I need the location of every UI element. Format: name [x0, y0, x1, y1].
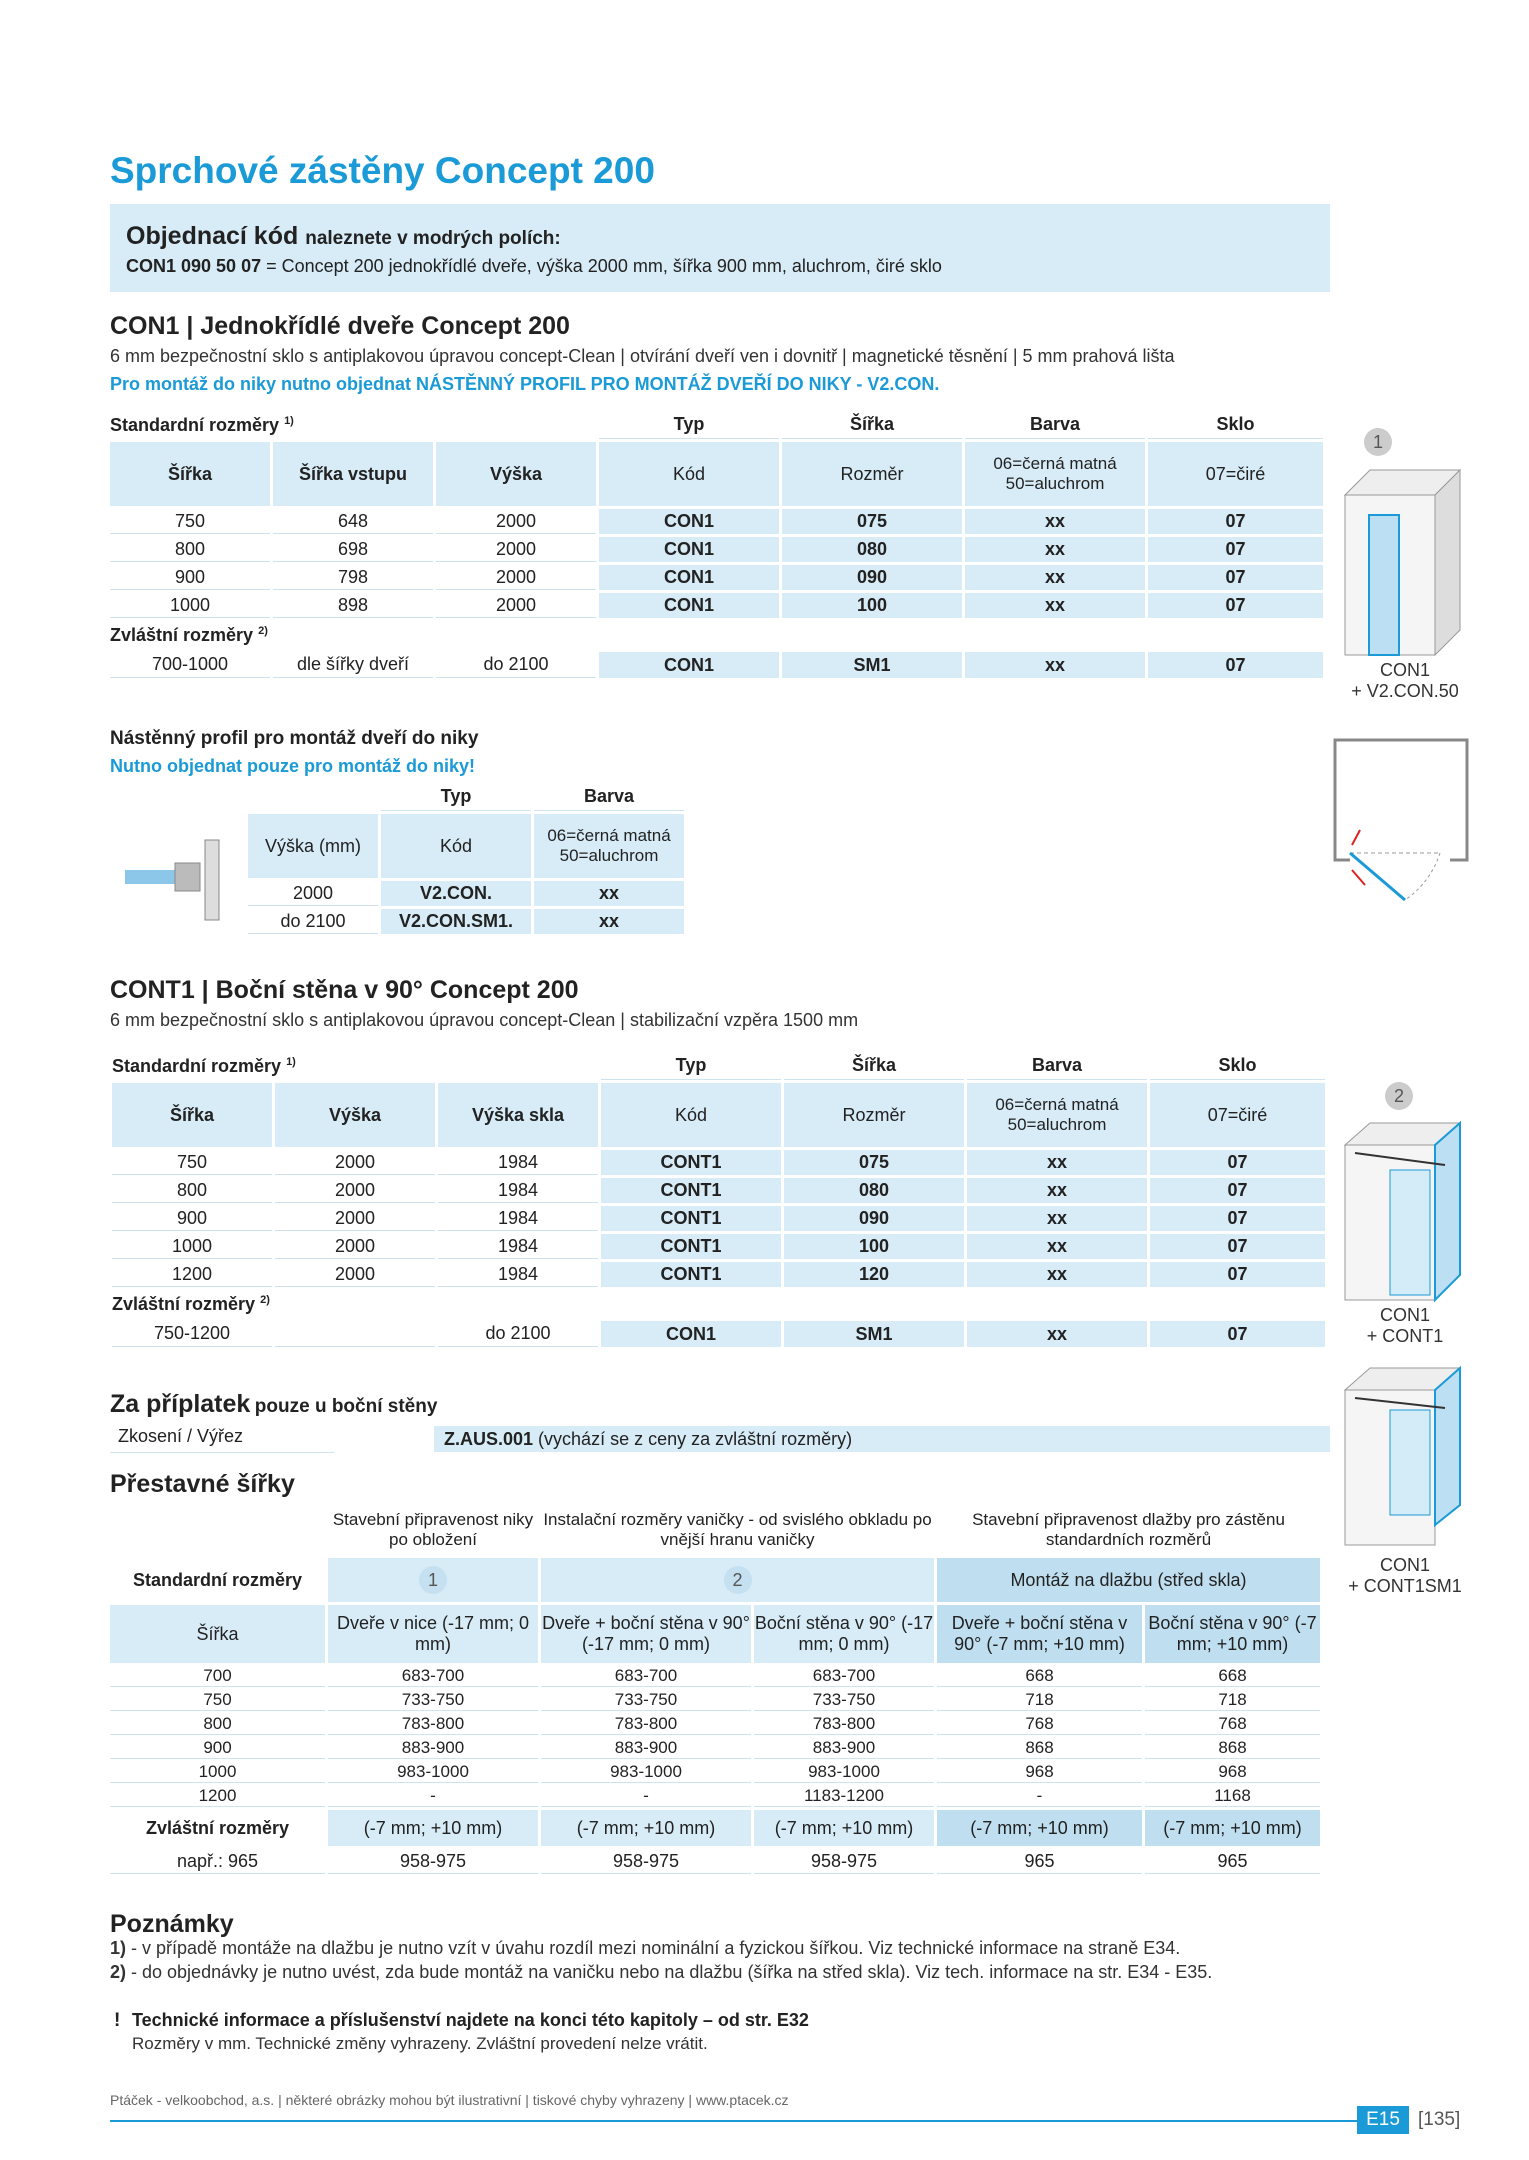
con1-table — [107, 408, 1326, 681]
table-row — [110, 509, 1323, 534]
table-cell: do 2100 — [248, 909, 378, 934]
con1-col-header: 06=černá matná 50=aluchrom — [965, 442, 1145, 506]
wp-col-header: 06=černá matná 50=aluchrom — [534, 814, 684, 878]
page-number: [135] — [1418, 2109, 1461, 2130]
table-cell: 07 — [1148, 565, 1323, 590]
table-cell: xx — [967, 1150, 1147, 1175]
table-cell: 1200 — [112, 1262, 272, 1287]
table-cell: 1984 — [438, 1178, 598, 1203]
table-cell: 750 — [112, 1150, 272, 1175]
cont1-col-header: 07=čiré — [1150, 1083, 1325, 1147]
table-row — [112, 1178, 1325, 1203]
table-cell: xx — [965, 565, 1145, 590]
table-row — [110, 1810, 1320, 1846]
table-cell: 968 — [1145, 1762, 1320, 1783]
table-cell: 100 — [784, 1234, 964, 1259]
cont1-std-label: Standardní rozměry $^{1)}$ — [112, 1055, 296, 1076]
con1-th-sirka: Šířka — [782, 411, 962, 439]
cont1-col-header: Výška skla — [438, 1083, 598, 1147]
order-heading-small: naleznete v modrých polích: — [305, 228, 561, 249]
adjustable-heading: Přestavné šířky — [110, 1470, 295, 1498]
table-cell: 07 — [1148, 652, 1323, 678]
cont1-table — [109, 1049, 1328, 1350]
table-cell: 648 — [273, 509, 433, 534]
cont1-heading: CONT1 | Boční stěna v 90° Concept 200 — [110, 976, 579, 1004]
shower-door-illustration — [1335, 460, 1465, 658]
table-cell: (-7 mm; +10 mm) — [754, 1810, 934, 1846]
door-swing-diagram — [1330, 735, 1470, 910]
table-cell: 750-1200 — [112, 1321, 272, 1347]
note-2: 2) - do objednávky je nutno uvést, zda bude montáž na vaničku nebo na dlažbu (šířka na střed skla). Viz tech. informace na str. E34 - E35. — [110, 1962, 1213, 1982]
adj-group-header: Stavební připravenost niky po obložení — [332, 1510, 534, 1549]
table-row — [110, 652, 1323, 678]
adj-group-header: Stavební připravenost dlažby pro zástěnu standardních rozměrů — [972, 1510, 1285, 1549]
cont1-col-header: Výška — [275, 1083, 435, 1147]
table-cell: 958-975 — [328, 1849, 538, 1874]
table-cell: 2000 — [275, 1206, 435, 1231]
table-cell: 1984 — [438, 1234, 598, 1259]
table-cell: 080 — [782, 537, 962, 562]
table-cell: 683-700 — [754, 1666, 934, 1687]
table-cell: (-7 mm; +10 mm) — [541, 1810, 751, 1846]
con1-th-sklo: Sklo — [1148, 411, 1323, 439]
table-cell: 983-1000 — [754, 1762, 934, 1783]
table-row — [110, 565, 1323, 590]
wp-th-typ: Typ — [381, 783, 531, 811]
table-cell: 1200 — [110, 1786, 325, 1807]
shower-corner-sm-illustration — [1335, 1360, 1465, 1550]
con1-desc: 6 mm bezpečnostní sklo s antiplakovou úpravou concept-Clean | otvírání dveří ven i dovnitř | magnetické těsnění | 5 mm prahová lišta — [110, 346, 1175, 366]
table-cell: 783-800 — [754, 1714, 934, 1735]
table-row — [112, 1321, 1325, 1347]
table-cell: xx — [965, 537, 1145, 562]
order-code-box — [110, 204, 1330, 292]
con1-col-header: Šířka — [110, 442, 270, 506]
con1-heading: CON1 | Jednokřídlé dveře Concept 200 — [110, 312, 570, 340]
order-heading: Objednací kód — [126, 222, 299, 250]
table-cell: 07 — [1148, 537, 1323, 562]
table-cell: 958-975 — [754, 1849, 934, 1874]
table-cell: 120 — [784, 1262, 964, 1287]
con1-col-header: 07=čiré — [1148, 442, 1323, 506]
table-row — [110, 593, 1323, 618]
wall-profile-illustration — [115, 835, 235, 925]
info-text-2: Rozměry v mm. Technické změny vyhrazeny. Zvláštní provedení nelze vrátit. — [132, 2034, 708, 2053]
notes-heading: Poznámky — [110, 1910, 234, 1938]
table-cell: 080 — [784, 1178, 964, 1203]
table-cell: 900 — [110, 565, 270, 590]
info-mark: ! — [114, 2010, 121, 2031]
wallprofile-note: Nutno objednat pouze pro montáž do niky! — [110, 756, 475, 776]
con1-col-header: Rozměr — [782, 442, 962, 506]
table-cell: 668 — [937, 1666, 1142, 1687]
table-cell: - — [937, 1786, 1142, 1807]
con1-col-header: Výška — [436, 442, 596, 506]
table-row — [110, 1786, 1320, 1807]
wp-col-header: Kód — [381, 814, 531, 878]
table-cell: 1183-1200 — [754, 1786, 934, 1807]
table-cell: 07 — [1150, 1262, 1325, 1287]
table-cell: 07 — [1148, 593, 1323, 618]
table-cell: 800 — [110, 537, 270, 562]
table-cell: 783-800 — [328, 1714, 538, 1735]
table-cell: CON1 — [599, 652, 779, 678]
table-cell: 683-700 — [541, 1666, 751, 1687]
table-cell: 075 — [782, 509, 962, 534]
cont1-col-header: 06=černá matná 50=aluchrom — [967, 1083, 1147, 1147]
wallprofile-table — [245, 780, 687, 937]
table-cell: 800 — [112, 1178, 272, 1203]
adj-col-header: Boční stěna v 90° (-7 mm; +10 mm) — [1145, 1605, 1320, 1663]
con1-col-header: Kód — [599, 442, 779, 506]
table-cell: 2000 — [436, 565, 596, 590]
table-cell: 965 — [937, 1849, 1142, 1874]
table-cell: 768 — [1145, 1714, 1320, 1735]
table-row — [110, 1849, 1320, 1874]
table-cell: xx — [965, 509, 1145, 534]
table-cell: 075 — [784, 1150, 964, 1175]
note-1: 1) - v případě montáže na dlažbu je nutno vzít v úvahu rozdíl mezi nominální a fyzickou šířkou. Viz technické informace na straně E34. — [110, 1938, 1181, 1958]
table-cell: xx — [534, 881, 684, 906]
cont1-col-header: Šířka — [112, 1083, 272, 1147]
cont1-col-header: Rozměr — [784, 1083, 964, 1147]
table-cell: 750 — [110, 1690, 325, 1711]
circle-badge: 2 — [724, 1566, 752, 1594]
cont1-special-label: Zvláštní rozměry $^{2)}$ — [112, 1293, 270, 1314]
table-cell: CON1 — [601, 1321, 781, 1347]
table-cell: CONT1 — [601, 1262, 781, 1287]
table-cell: 07 — [1150, 1178, 1325, 1203]
table-cell: xx — [967, 1262, 1147, 1287]
table-cell: 2000 — [275, 1178, 435, 1203]
table-cell: do 2100 — [438, 1321, 598, 1347]
table-cell: 983-1000 — [328, 1762, 538, 1783]
con1-th-typ: Typ — [599, 411, 779, 439]
image-number-badge: 1 — [1364, 428, 1392, 456]
table-cell: 1000 — [110, 593, 270, 618]
wp-col-header: Výška (mm) — [248, 814, 378, 878]
table-cell: 100 — [782, 593, 962, 618]
table-cell: 868 — [1145, 1738, 1320, 1759]
surcharge-code-box: Z.AUS.001 (vychází se z ceny za zvláštní rozměry) — [434, 1426, 1330, 1452]
table-cell: 1000 — [112, 1234, 272, 1259]
table-cell: 2000 — [275, 1150, 435, 1175]
table-cell: 968 — [937, 1762, 1142, 1783]
table-cell: 718 — [937, 1690, 1142, 1711]
surcharge-heading: Za příplatek pouze u boční stěny — [110, 1390, 438, 1418]
table-cell: 1000 — [110, 1762, 325, 1783]
table-cell — [275, 1321, 435, 1347]
table-cell: 683-700 — [328, 1666, 538, 1687]
table-row — [110, 537, 1323, 562]
table-cell: 700 — [110, 1666, 325, 1687]
cont1-th-sirka: Šířka — [784, 1052, 964, 1080]
table-cell: (-7 mm; +10 mm) — [1145, 1810, 1320, 1846]
adj-special-label: Zvláštní rozměry — [145, 1817, 290, 1838]
table-row — [110, 1714, 1320, 1735]
table-cell: 718 — [1145, 1690, 1320, 1711]
con1-image-label: CON1 + V2.CON.50 — [1351, 660, 1459, 701]
table-cell: do 2100 — [436, 652, 596, 678]
table-cell: xx — [967, 1206, 1147, 1231]
adj-col-header: Šířka — [110, 1605, 325, 1663]
table-row — [248, 909, 684, 934]
table-cell: 750 — [110, 509, 270, 534]
table-cell: 900 — [112, 1206, 272, 1231]
table-cell: 07 — [1150, 1150, 1325, 1175]
con1-col-header: Šířka vstupu — [273, 442, 433, 506]
order-code-desc: = Concept 200 jednokřídlé dveře, výška 2000 mm, šířka 900 mm, aluchrom, čiré sklo — [261, 256, 942, 276]
table-cell: 965 — [1145, 1849, 1320, 1874]
table-cell: CON1 — [599, 509, 779, 534]
table-cell: 983-1000 — [541, 1762, 751, 1783]
table-cell: 733-750 — [541, 1690, 751, 1711]
table-cell: 768 — [937, 1714, 1142, 1735]
table-cell: 07 — [1148, 509, 1323, 534]
table-cell: 883-900 — [754, 1738, 934, 1759]
cont1sm-image-label: CON1 + CONT1SM1 — [1348, 1555, 1462, 1596]
table-cell: xx — [967, 1178, 1147, 1203]
table-cell: 698 — [273, 537, 433, 562]
table-row — [112, 1206, 1325, 1231]
surcharge-label: Zkosení / Výřez — [110, 1426, 334, 1453]
cont1-th-barva: Barva — [967, 1052, 1147, 1080]
order-code: CON1 090 50 07 — [126, 256, 262, 276]
table-cell: 2000 — [275, 1234, 435, 1259]
table-cell: 883-900 — [328, 1738, 538, 1759]
table-cell: 090 — [784, 1206, 964, 1231]
table-row — [112, 1234, 1325, 1259]
page-code-badge: E15 — [1357, 2106, 1409, 2134]
wp-th-barva: Barva — [534, 783, 684, 811]
table-cell: dle šířky dveří — [273, 652, 433, 678]
table-cell: 900 — [110, 1738, 325, 1759]
table-cell: 898 — [273, 593, 433, 618]
adj-tile-label: Montáž na dlažbu (střed skla) — [937, 1558, 1320, 1602]
table-cell: xx — [967, 1321, 1147, 1347]
table-row — [248, 881, 684, 906]
table-cell: 07 — [1150, 1234, 1325, 1259]
table-cell: xx — [965, 593, 1145, 618]
info-text: Technické informace a příslušenství najdete na konci této kapitoly – od str. E32 — [132, 2010, 809, 2030]
adj-std-label: Standardní rozměry — [132, 1569, 303, 1590]
table-cell: CON1 — [599, 537, 779, 562]
table-cell: 2000 — [436, 537, 596, 562]
table-cell: CONT1 — [601, 1206, 781, 1231]
adj-col-header: Dveře + boční stěna v 90° (-17 mm; 0 mm) — [541, 1605, 751, 1663]
table-cell: CONT1 — [601, 1234, 781, 1259]
table-cell: - — [328, 1786, 538, 1807]
table-cell: xx — [965, 652, 1145, 678]
table-cell: CON1 — [599, 565, 779, 590]
con1-special-label: Zvláštní rozměry $^{2)}$ — [110, 624, 268, 645]
table-cell: SM1 — [782, 652, 962, 678]
table-cell: 1984 — [438, 1150, 598, 1175]
table-cell: 07 — [1150, 1206, 1325, 1231]
table-row — [110, 1762, 1320, 1783]
table-cell: 798 — [273, 565, 433, 590]
table-cell: 733-750 — [754, 1690, 934, 1711]
circle-badge: 1 — [419, 1566, 447, 1594]
table-cell: 1168 — [1145, 1786, 1320, 1807]
table-row — [110, 1666, 1320, 1687]
table-cell: 2000 — [436, 509, 596, 534]
table-cell: CONT1 — [601, 1150, 781, 1175]
table-cell: (-7 mm; +10 mm) — [328, 1810, 538, 1846]
table-cell: 2000 — [275, 1262, 435, 1287]
table-cell: 700-1000 — [110, 652, 270, 678]
footer-rule — [110, 2120, 1357, 2122]
table-cell: 668 — [1145, 1666, 1320, 1687]
image-number-badge: 2 — [1385, 1082, 1413, 1110]
table-cell: 783-800 — [541, 1714, 751, 1735]
adjustable-table — [107, 1502, 1323, 1877]
table-row — [110, 1690, 1320, 1711]
table-cell: 883-900 — [541, 1738, 751, 1759]
con1-note: Pro montáž do niky nutno objednat NÁSTĚNNÝ PROFIL PRO MONTÁŽ DVEŘÍ DO NIKY - V2.CON. — [110, 374, 940, 394]
table-cell: 800 — [110, 1714, 325, 1735]
table-cell: 2000 — [436, 593, 596, 618]
adj-group-header: Instalační rozměry vaničky - od svislého obkladu po vnější hranu vaničky — [543, 1510, 932, 1549]
page-title: Sprchové zástěny Concept 200 — [110, 150, 655, 191]
table-cell: SM1 — [784, 1321, 964, 1347]
cont1-desc: 6 mm bezpečnostní sklo s antiplakovou úpravou concept-Clean | stabilizační vzpěra 1500 mm — [110, 1010, 859, 1030]
table-cell: 07 — [1150, 1321, 1325, 1347]
adj-col-header: Dveře + boční stěna v 90° (-7 mm; +10 mm) — [937, 1605, 1142, 1663]
cont1-th-typ: Typ — [601, 1052, 781, 1080]
table-cell: např.: 965 — [110, 1849, 325, 1874]
wallprofile-heading: Nástěnný profil pro montáž dveří do niky — [110, 728, 479, 749]
table-row — [112, 1150, 1325, 1175]
cont1-col-header: Kód — [601, 1083, 781, 1147]
table-cell: - — [541, 1786, 751, 1807]
adj-col-header: Boční stěna v 90° (-17 mm; 0 mm) — [754, 1605, 934, 1663]
table-cell: CON1 — [599, 593, 779, 618]
table-cell: (-7 mm; +10 mm) — [937, 1810, 1142, 1846]
table-cell: 958-975 — [541, 1849, 751, 1874]
table-cell: V2.CON.SM1. — [381, 909, 531, 934]
cont1-th-sklo: Sklo — [1150, 1052, 1325, 1080]
table-cell: xx — [967, 1234, 1147, 1259]
footer-text: Ptáček - velkoobchod, a.s. | některé obrázky mohou být ilustrativní | tiskové chyby vyhrazeny | www.ptacek.cz — [110, 2092, 789, 2108]
table-row — [110, 1738, 1320, 1759]
con1-th-barva: Barva — [965, 411, 1145, 439]
shower-corner-illustration — [1335, 1115, 1465, 1305]
con1-std-label: Standardní rozměry $^{1)}$ — [110, 414, 294, 435]
table-cell: 868 — [937, 1738, 1142, 1759]
table-cell: 733-750 — [328, 1690, 538, 1711]
table-cell: V2.CON. — [381, 881, 531, 906]
table-row — [112, 1262, 1325, 1287]
table-cell: CONT1 — [601, 1178, 781, 1203]
table-cell: xx — [534, 909, 684, 934]
table-cell: 1984 — [438, 1206, 598, 1231]
adj-col-header: Dveře v nice (-17 mm; 0 mm) — [328, 1605, 538, 1663]
table-cell: 1984 — [438, 1262, 598, 1287]
table-cell: 090 — [782, 565, 962, 590]
cont1-image-label: CON1 + CONT1 — [1366, 1305, 1444, 1346]
table-cell: 2000 — [248, 881, 378, 906]
